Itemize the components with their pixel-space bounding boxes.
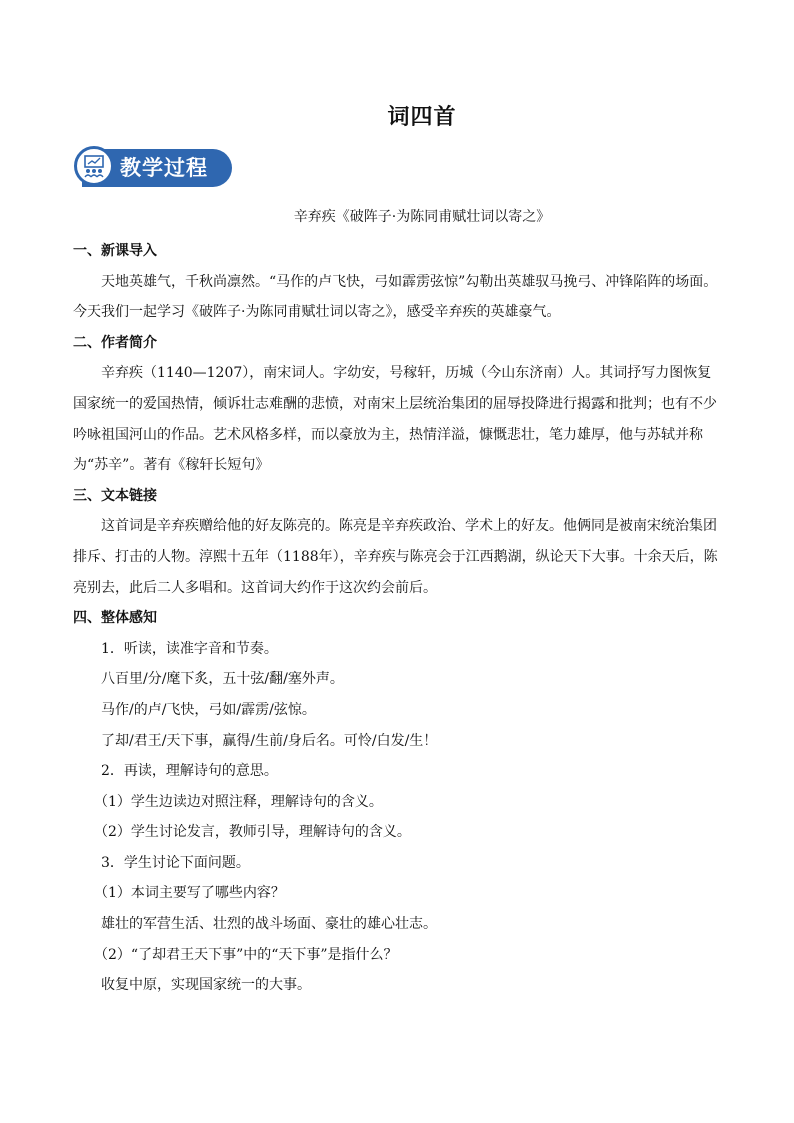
banner-label: 教学过程 [120, 156, 208, 180]
content-line: （1）学生边读边对照注释，理解诗句的含义。 [94, 793, 383, 810]
answer-line: 收复中原，实现国家统一的大事。 [101, 977, 311, 994]
section-heading: 一、新课导入 [73, 243, 157, 259]
section-heading: 二、作者简介 [73, 334, 157, 351]
teaching-process-icon [74, 146, 114, 186]
section-paragraph: 这首词是辛弃疾赠给他的好友陈亮的。陈亮是辛弃疾政治、学术上的好友。他俩同是被南宋统治集团排斥、打击的人物。淳熙十五年（1188年），辛弃疾与陈亮会于江西鹅湖，纵论天下大事。十余天后，陈亮别去，此后二人多唱和。这首词大约作于这次约会前后。 [73, 518, 718, 596]
poem-subtitle: 辛弃疾《破阵子·为陈同甫赋壮词以寄之》 [293, 209, 551, 225]
section-heading: 三、文本链接 [73, 487, 157, 504]
content-line: 1．听读，读准字音和节奏。 [101, 640, 278, 657]
page-title: 词四首 [387, 104, 457, 130]
poem-line: 了却/君王/天下事，赢得/生前/身后名。可怜/白发/生！ [101, 732, 438, 749]
lesson-content [73, 236, 724, 1001]
answer-line: 雄壮的军营生活、壮烈的战斗场面、豪壮的雄心壮志。 [101, 916, 437, 933]
section-banner [72, 146, 232, 188]
question-line: （1）本词主要写了哪些内容？ [94, 885, 285, 902]
content-line: 2．再读，理解诗句的意思。 [101, 763, 278, 780]
content-line: （2）学生讨论发言，教师引导，理解诗句的含义。 [94, 824, 411, 841]
poem-line: 马作/的卢/飞快，弓如/霹雳/弦惊。 [101, 701, 316, 718]
section-heading: 四、整体感知 [73, 610, 157, 627]
section-paragraph: 天地英雄气，千秋尚凛然。“马作的卢飞快，弓如霹雳弦惊”勾勒出英雄驭马挽弓、冲锋陷阵的场面。今天我们一起学习《破阵子·为陈同甫赋壮词以寄之》，感受辛弃疾的英雄豪气。 [73, 273, 718, 321]
content-line: 3．学生讨论下面问题。 [101, 854, 250, 871]
section-paragraph: 辛弃疾（1140—1207），南宋词人。字幼安，号稼轩，历城（今山东济南）人。其词抒写力图恢复国家统一的爱国热情，倾诉壮志难酬的悲愤，对南宋上层统治集团的屈辱投降进行揭露和批判；也有不少吟咏祖国河山的作品。艺术风格多样，而以豪放为主，热情洋溢，慷慨悲壮，笔力雄厚，他与苏轼并称为“苏辛”。著有《稼轩长短句》 [73, 365, 717, 474]
question-line: （2）“了却君王天下事”中的“天下事”是指什么？ [94, 946, 398, 963]
poem-line: 八百里/分/麾下炙，五十弦/翻/塞外声。 [101, 671, 344, 688]
